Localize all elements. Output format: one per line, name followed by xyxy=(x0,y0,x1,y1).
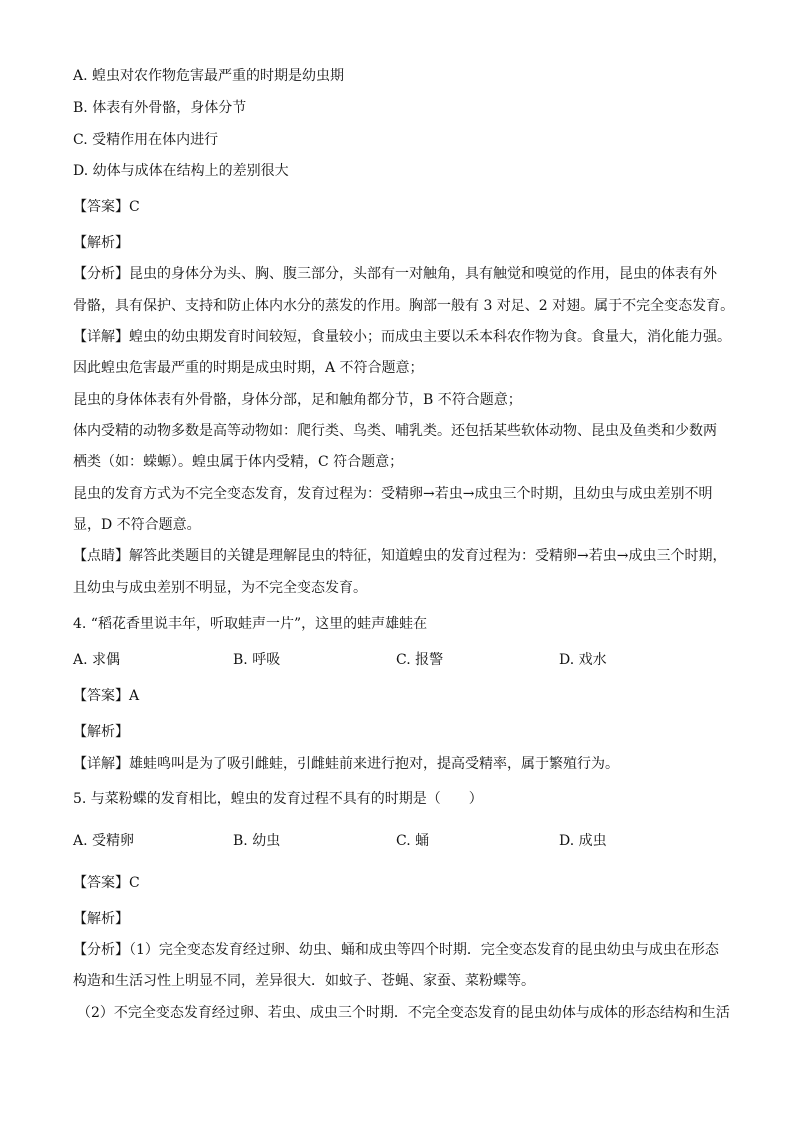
q3-option-d: D. 幼体与成体在结构上的差别很大 xyxy=(73,163,289,179)
q4-analysis-line: 【详解】雄蛙鸣叫是为了吸引雌蛙，引雌蛙前来进行抱对，提高受精率，属于繁殖行为。 xyxy=(73,756,619,772)
q3-analysis-line: 昆虫的身体体表有外骨骼，身体分部，足和触角都分节，B 不符合题意； xyxy=(73,392,522,408)
q5-answer: 【答案】C xyxy=(73,875,140,891)
q4-option-d: D. 戏水 xyxy=(559,652,607,668)
q5-analysis-heading: 【解析】 xyxy=(73,911,129,927)
q3-option-c: C. 受精作用在体内进行 xyxy=(73,132,219,148)
q4-analysis-heading: 【解析】 xyxy=(73,724,129,740)
q5-option-b: B. 幼虫 xyxy=(233,833,281,849)
q5-analysis-line: 构造和生活习性上明显不同，差异很大．如蚊子、苍蝇、家蚕、菜粉蝶等。 xyxy=(73,973,535,989)
q3-analysis-line: 因此蝗虫危害最严重的时期是成虫时期，A 不符合题意； xyxy=(73,360,424,376)
q3-analysis-line: 昆虫的发育方式为不完全变态发育，发育过程为：受精卵→若虫→成虫三个时期，且幼虫与成虫差别不明 xyxy=(73,486,713,502)
q4-stem: 4. “稻花香里说丰年，听取蛙声一片”，这里的蛙声雄蛙在 xyxy=(73,616,428,632)
q3-analysis-line: 【详解】蝗虫的幼虫期发育时间较短，食量较小；而成虫主要以禾本科农作物为食。食量大，消化能力强。 xyxy=(73,329,731,345)
q5-option-c: C. 蛹 xyxy=(396,833,430,849)
q3-analysis-line: 【点睛】解答此类题目的关键是理解昆虫的特征，知道蝗虫的发育过程为：受精卵→若虫→成虫三个时期， xyxy=(73,548,727,564)
q4-option-b: B. 呼吸 xyxy=(233,652,281,668)
q4-option-a: A. 求偶 xyxy=(73,652,121,668)
q3-analysis-line: 骨骼，具有保护、支持和防止体内水分的蒸发的作用。胸部一般有 3 对足、2 对翅。属于不完全变态发育。 xyxy=(73,298,735,314)
q5-analysis-line: 【分析】（1）完全变态发育经过卵、幼虫、蛹和成虫等四个时期．完全变态发育的昆虫幼虫与成虫在形态 xyxy=(73,942,719,958)
q4-answer: 【答案】A xyxy=(73,688,140,704)
q5-analysis-line: （2）不完全变态发育经过卵、若虫、成虫三个时期．不完全变态发育的昆虫幼体与成体的形态结构和生活 xyxy=(77,1005,730,1021)
q3-option-a: A. 蝗虫对农作物危害最严重的时期是幼虫期 xyxy=(73,68,345,84)
q5-option-d: D. 成虫 xyxy=(559,833,607,849)
q3-analysis-line: 体内受精的动物多数是高等动物如：爬行类、鸟类、哺乳类。还包括某些软体动物、昆虫及鱼类和少数两 xyxy=(73,423,717,439)
q5-option-a: A. 受精卵 xyxy=(73,833,135,849)
q3-analysis-heading: 【解析】 xyxy=(73,235,129,251)
q3-option-b: B. 体表有外骨骼，身体分节 xyxy=(73,100,247,116)
q3-analysis-line: 且幼虫与成虫差别不明显，为不完全变态发育。 xyxy=(73,580,367,596)
q4-option-c: C. 报警 xyxy=(396,652,444,668)
q3-answer: 【答案】C xyxy=(73,199,140,215)
q3-analysis-line: 显，D 不符合题意。 xyxy=(73,517,201,533)
q3-analysis-line: 【分析】昆虫的身体分为头、胸、腹三部分，头部有一对触角，具有触觉和嗅觉的作用，昆虫的体表有外 xyxy=(73,266,717,282)
q5-stem: 5. 与菜粉蝶的发育相比，蝗虫的发育过程不具有的时期是（ ） xyxy=(73,791,483,807)
q3-analysis-line: 栖类（如：蝾螈）。蝗虫属于体内受精，C 符合题意； xyxy=(73,454,404,470)
